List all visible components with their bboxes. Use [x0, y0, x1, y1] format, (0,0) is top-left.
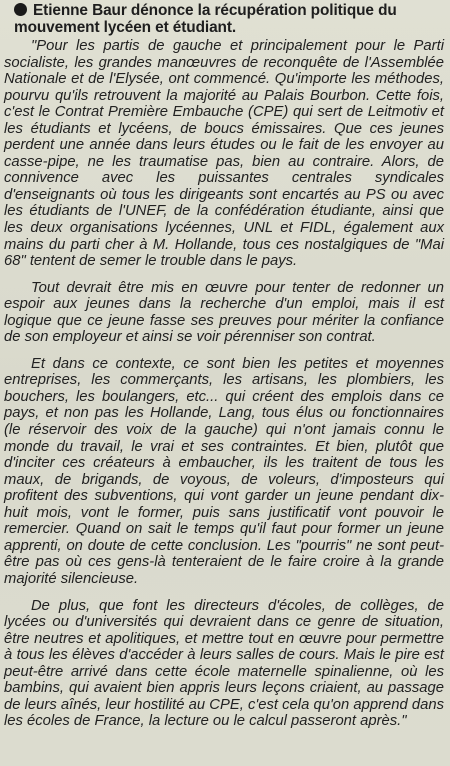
paragraph-3: Et dans ce contexte, ce sont bien les petites et moyennes entreprises, les commerçants, les artisans, les plombiers, les bouchers, les boulangers, etc... qui créent des emplois dans ce pays, et non pas les Hollande, Lang, tous élus ou fonctionnaires (le réservoir des voix de la gauche) qui n'ont jamais connu le monde du travail, le vrai et ses contraintes. Et bien, plutôt que d'inciter ces créateurs à embaucher, ils les traitent de tous les maux, de brigands, de voyous, de voleurs, d'imposteurs qui profitent des subventions, qui vont garder un jeune pendant dix-huit mois, vont le former, puis sans justificatif vont pouvoir le remercier. Quand on sait le temps qu'il faut pour former un jeune apprenti, on doute de cette conclusion. Les "pourris" ne sont peut-être pas où ces gens-là tenteraient de le faire croire à la grande majorité silencieuse. — [4, 355, 444, 587]
article-body — [4, 38, 444, 730]
paragraph-4: De plus, que font les directeurs d'écoles, de collèges, de lycées ou d'universités qui devraient dans ce genre de situation, être neutres et apolitiques, et mettre tout en œuvre pour permettre à tous les élèves d'accéder à leurs salles de cours. Mais le pire est peut-être arrivé dans cette école maternelle spinalienne, où les bambins, qui avaient bien appris leurs leçons criaient, au passage de leurs aînés, leur hostilité au CPE, c'est cela qu'on apprend dans les écoles de France, la lecture ou le calcul passeront après." — [4, 597, 444, 730]
bullet-dot-icon — [14, 3, 27, 16]
headline-line-2: mouvement lycéen et étudiant. — [14, 19, 237, 36]
paragraph-2: Tout devrait être mis en œuvre pour tenter de redonner un espoir aux jeunes dans la recherche d'un emploi, mais il est logique que ce jeune fasse ses preuves pour mériter la confiance de son employeur et ainsi se voir pérenniser son contrat. — [4, 279, 444, 346]
headline-line-1: Etienne Baur dénonce la récupération politique du — [33, 2, 397, 19]
paragraph-1: "Pour les partis de gauche et principalement pour le Parti socialiste, les grandes manœuvres de reconquête de l'Assemblée Nationale et de l'Elysée, ont commencé. Qu'importe les méthodes, pourvu qu'ils retrouvent la majorité au Palais Bourbon. Cette fois, c'est le Contrat Première Embauche (CPE) qui sert de Leitmotiv et les étudiants et lycéens, de boucs émissaires. Que ces jeunes perdent une année dans leurs études ou le fait de les envoyer au casse-pipe, ne les traumatise pas, bien au contraire. Alors, de connivence avec les puissantes centrales syndicales d'enseignants où tous les dirigeants sont encartés au PS ou avec les étudiants de l'UNEF, de la confédération étudiante, ainsi que les deux organisations lycéennes, UNL et FIDL, également aux mains du parti cher à M. Hollande, tous ces nostalgiques de "Mai 68" tentent de semer le trouble dans le pays. — [4, 38, 444, 270]
article-headline — [14, 2, 446, 36]
